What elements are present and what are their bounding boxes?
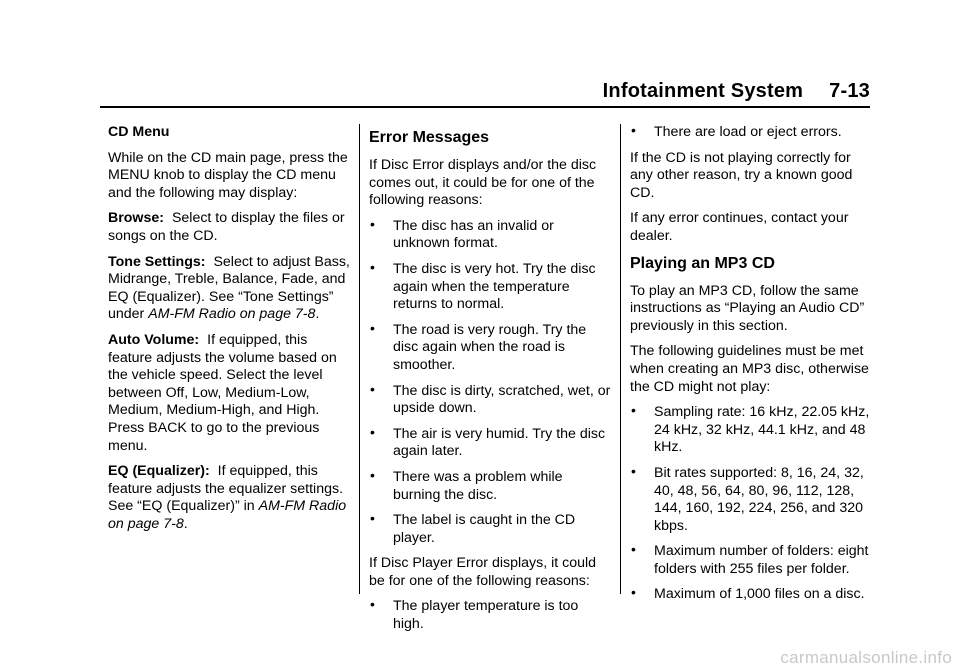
auto-volume-paragraph — [108, 332, 352, 455]
browse-text: Select to display the files or songs on the CD. — [108, 210, 345, 244]
eq-text: If equipped, this feature adjusts the equalizer settings. See “EQ (Equalizer)” in — [108, 463, 344, 515]
bullet-icon: • — [370, 466, 375, 483]
error-continues-paragraph: If any error continues, contact your dealer. — [630, 210, 849, 244]
list-item: • The disc is dirty, scratched, wet, or upside down. — [370, 380, 611, 417]
list-item: • There was a problem while burning the disc. — [370, 466, 563, 503]
list-item: • Sampling rate: 16 kHz, 22.05 kHz, 24 kHz, 32 kHz, 44.1 kHz, and 48 kHz. — [631, 402, 870, 456]
guidelines-list — [630, 404, 874, 604]
bullet-icon: • — [631, 584, 636, 601]
page-header — [0, 72, 870, 108]
bullet-icon: • — [370, 380, 375, 397]
list-item: • Maximum number of folders: eight folders with 255 files per folder. — [631, 541, 869, 577]
eq-term: EQ (Equalizer): — [108, 463, 210, 480]
mp3-heading: Playing an MP3 CD — [630, 254, 775, 272]
disc-error-list — [369, 215, 613, 548]
eq-paragraph: EQ (Equalizer): If equipped, this feature adjusts the equalizer settings. See “EQ (Equalizer)” in AM-FM Radio on page 7-8. — [108, 463, 347, 532]
bullet-icon: • — [631, 462, 636, 479]
player-error-list — [369, 598, 613, 633]
bullet-icon: • — [631, 541, 636, 558]
not-playing-paragraph: If the CD is not playing correctly for any other reason, try a known good CD. — [630, 149, 853, 201]
bullet-icon: • — [370, 258, 375, 275]
player-error-intro: If Disc Player Error displays, it could be for one of the following reasons: — [369, 555, 597, 589]
header-rule — [100, 106, 870, 108]
player-error-list-continued — [630, 124, 874, 142]
error-messages-heading: Error Messages — [369, 129, 490, 146]
bullet-icon: • — [631, 122, 636, 138]
page-number: 7-13 — [829, 80, 870, 102]
list-item: • The label is caught in the CD player. — [370, 510, 576, 546]
tone-ref-link[interactable]: AM-FM Radio on page 7-8 — [148, 306, 316, 323]
column-3 — [630, 124, 874, 612]
tone-text: Select to adjust Bass, Midrange, Treble, Balance, Fade, and EQ (Equalizer). See “Tone Settings” under — [108, 253, 350, 323]
cd-menu-heading: CD Menu — [108, 124, 170, 140]
cd-menu-intro: While on the CD main page, press the MENU knob to display the CD menu and the following may display: — [108, 149, 348, 201]
watermark: carmanualsonline.info — [780, 648, 952, 667]
bullet-icon: • — [370, 215, 375, 232]
column-2 — [369, 124, 613, 642]
column-1 — [108, 124, 352, 541]
bullet-icon: • — [370, 423, 375, 440]
tone-paragraph: Tone Settings: Select to adjust Bass, Midrange, Treble, Balance, Fade, and EQ (Equalizer). See “Tone Settings” under AM-FM Radio on page 7-8. — [108, 253, 350, 323]
list-item: • The disc has an invalid or unknown format. — [370, 215, 554, 252]
guidelines-intro: The following guidelines must be met when creating an MP3 disc, otherwise the CD might not play: — [630, 343, 869, 395]
eq-ref-link[interactable]: AM-FM Radio on page 7-8 — [108, 498, 347, 532]
header-title: Infotainment System — [602, 80, 804, 102]
browse-paragraph — [108, 210, 352, 245]
disc-error-intro: If Disc Error displays and/or the disc comes out, it could be for one of the following reasons: — [369, 157, 597, 209]
list-item: • Maximum of 1,000 files on a disc. — [631, 584, 865, 603]
column-divider — [620, 124, 621, 594]
list-item: • The air is very humid. Try the disc again later. — [370, 423, 606, 460]
mp3-intro: To play an MP3 CD, follow the same instructions as “Playing an Audio CD” previously in this section. — [630, 282, 865, 334]
header-text — [603, 80, 870, 103]
list-item: • The disc is very hot. Try the disc again when the temperature returns to normal. — [370, 258, 596, 313]
column-divider — [359, 124, 360, 594]
tone-term: Tone Settings: — [108, 253, 206, 270]
list-item: • The road is very rough. Try the disc again when the road is smoother. — [370, 319, 587, 373]
bullet-icon: • — [631, 402, 636, 419]
list-item: • Bit rates supported: 8, 16, 24, 32, 40, 48, 56, 64, 80, 96, 112, 128, 144, 160, 192, 224, 256, and 320 kbps. — [631, 462, 864, 534]
bullet-icon: • — [370, 319, 375, 336]
bullet-icon: • — [370, 596, 375, 613]
auto-volume-term: Auto Volume: — [108, 331, 200, 348]
auto-volume-text: If equipped, this feature adjusts the volume based on the vehicle speed. Select the level between Off, Low, Medium-Low, Medium, Medium-High, and High. Press BACK to go to the previous menu. — [108, 331, 337, 454]
bullet-icon: • — [370, 510, 375, 527]
browse-term: Browse: — [108, 210, 164, 227]
list-item: • There are load or eject errors. — [631, 122, 842, 140]
list-item: • The player temperature is too high. — [370, 596, 579, 633]
